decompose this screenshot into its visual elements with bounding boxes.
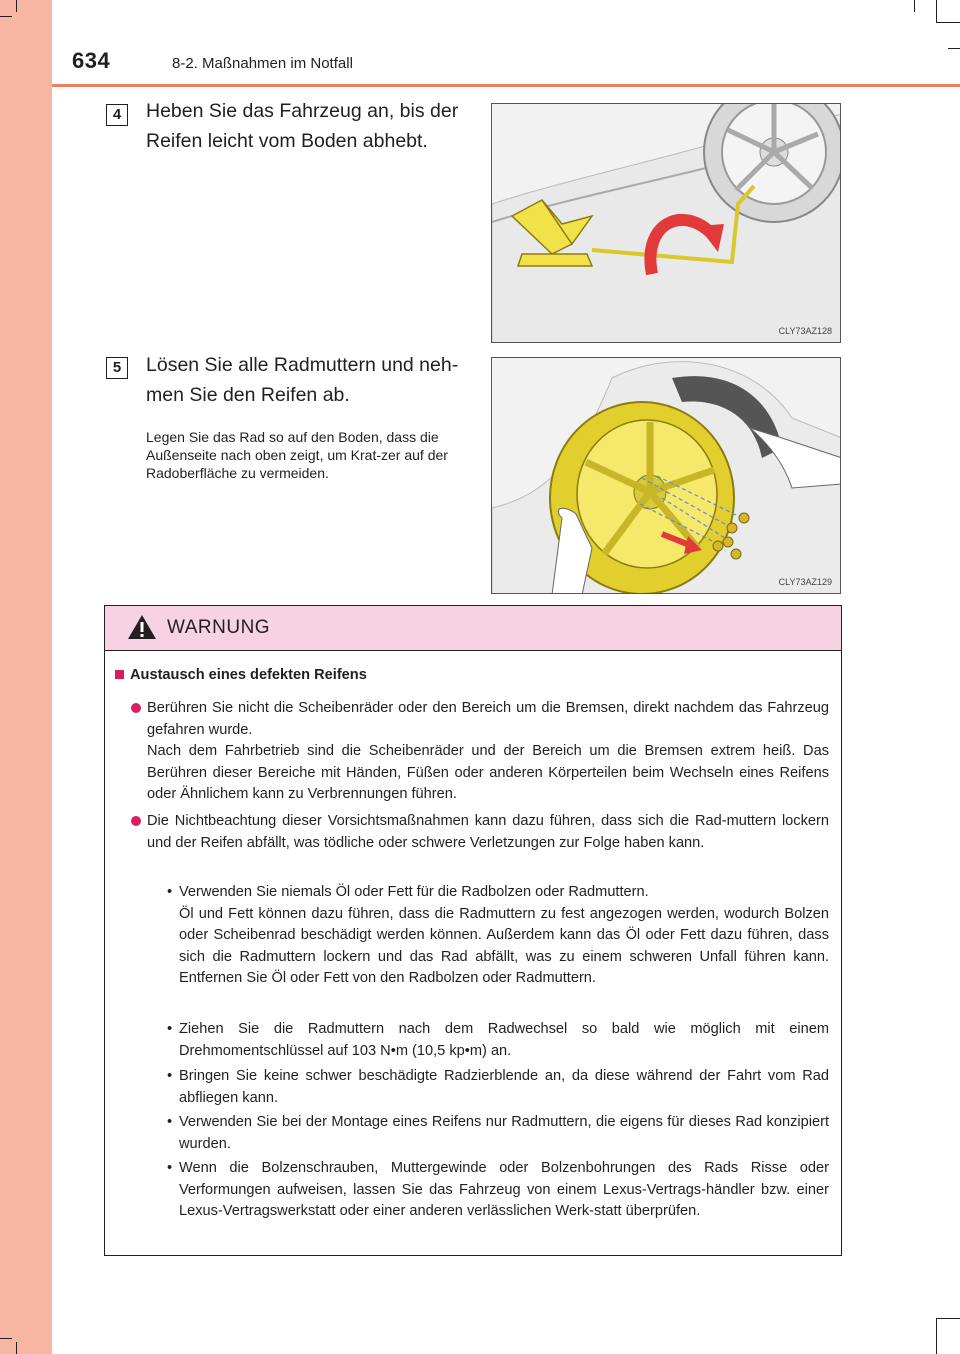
step-instruction: Lösen Sie alle Radmuttern und neh-men Sie den Reifen ab. <box>146 354 459 406</box>
section-title: 8-2. Maßnahmen im Notfall <box>172 55 353 72</box>
figure-wheel-removal <box>491 357 841 594</box>
crop-mark <box>914 0 915 12</box>
warning-section-title: Austausch eines defekten Reifens <box>130 667 367 683</box>
bullet-text: Die Nichtbeachtung dieser Vorsichtsmaßnahmen kann dazu führen, dass sich die Rad-muttern lockern und der Reifen abfällt, was tödliche oder schwere Verletzungen zur Folge haben kann. <box>147 813 829 851</box>
margin-strip <box>0 0 52 1354</box>
crop-mark <box>16 0 17 12</box>
sub-item-text: Ziehen Sie die Radmuttern nach dem Radwechsel so bald wie möglich mit einem Drehmomentschlüssel auf 103 N•m (10,5 kp•m) an. <box>179 1021 829 1059</box>
header-rule <box>52 84 960 87</box>
warning-header <box>105 606 841 651</box>
figure-jack <box>491 103 841 343</box>
bullet-text: Berühren Sie nicht die Scheibenräder oder den Bereich um die Bremsen, direkt nachdem das Fahrzeug gefahren wurde. <box>147 700 829 738</box>
crop-mark <box>0 1338 12 1339</box>
crop-mark <box>16 1342 17 1354</box>
figure-code: CLY73AZ129 <box>778 577 832 587</box>
crop-mark <box>0 16 12 17</box>
crop-mark <box>936 1318 937 1354</box>
crop-mark <box>948 48 960 49</box>
page-number: 634 <box>72 48 111 73</box>
sub-item-text: Verwenden Sie bei der Montage eines Reifens nur Radmuttern, die eigens für dieses Rad konzipiert wurden. <box>179 1114 829 1152</box>
sub-bullet-marker: • <box>167 1021 173 1037</box>
sub-bullet-marker: • <box>167 1068 173 1084</box>
sub-item-text: Öl und Fett können dazu führen, dass die Radmuttern zu fest angezogen werden, wodurch Bolzen oder Scheibenrad beschädigt werden können. Außerdem kann das Öl oder Fett dazu führen, dass sich die Radmuttern lockern und das Rad abfällt, was zu einem schweren Unfall führen kann. Entfernen Sie Öl oder Fett von den Radbolzen oder Radmuttern. <box>179 905 829 986</box>
sub-item <box>167 1066 829 1109</box>
crop-mark <box>936 22 960 23</box>
wheel-illustration <box>492 358 841 594</box>
warning-box <box>104 605 842 1256</box>
warning-triangle-icon <box>127 614 157 640</box>
sub-item-text: Verwenden Sie niemals Öl oder Fett für die Radbolzen oder Radmuttern. <box>179 884 649 900</box>
step-number: 4 <box>106 104 128 126</box>
square-bullet-icon <box>115 670 124 679</box>
sub-item <box>167 1158 829 1223</box>
sub-item-text: Bringen Sie keine schwer beschädigte Radzierblende an, da diese während der Fahrt vom Rad abfliegen kann. <box>179 1068 829 1106</box>
bullet-dot-icon <box>131 816 141 826</box>
step-note: Legen Sie das Rad so auf den Boden, dass die Außenseite nach oben zeigt, um Krat-zer auf der Radoberfläche zu vermeiden. <box>146 429 448 481</box>
sub-bullet-marker: • <box>167 1160 173 1176</box>
bullet-dot-icon <box>131 703 141 713</box>
step-number: 5 <box>106 357 128 379</box>
warning-section-heading <box>115 665 367 687</box>
crop-mark <box>936 0 937 22</box>
sub-item <box>167 882 829 990</box>
figure-code: CLY73AZ128 <box>778 326 832 336</box>
crop-mark <box>936 1318 960 1319</box>
sub-item-text: Wenn die Bolzenschrauben, Muttergewinde oder Bolzenbohrungen des Rads Risse oder Verformungen aufweisen, lassen Sie das Fahrzeug von einem Lexus-Vertrags-händler bzw. einer Lexus-Vertragswerkstatt oder einer anderen verlässlichen Werk-statt überprüfen. <box>179 1160 829 1219</box>
sub-bullet-marker: • <box>167 1114 173 1130</box>
warning-title: WARNUNG <box>167 617 271 638</box>
step-instruction: Heben Sie das Fahrzeug an, bis der Reifen leicht vom Boden abhebt. <box>146 100 459 152</box>
warning-bullet <box>131 811 829 854</box>
sub-bullet-marker: • <box>167 884 173 900</box>
sub-item <box>167 1112 829 1155</box>
warning-bullet <box>131 698 829 806</box>
bullet-text: Nach dem Fahrbetrieb sind die Scheibenräder und der Bereich um die Bremsen extrem heiß. Das Berühren dieser Bereiche mit Händen, Füßen oder anderen Körperteilen beim Wechseln eines Reifens oder Ähnlichem kann zu Verbrennungen führen. <box>147 743 829 802</box>
sub-item <box>167 1019 829 1062</box>
jack-illustration <box>492 104 841 343</box>
